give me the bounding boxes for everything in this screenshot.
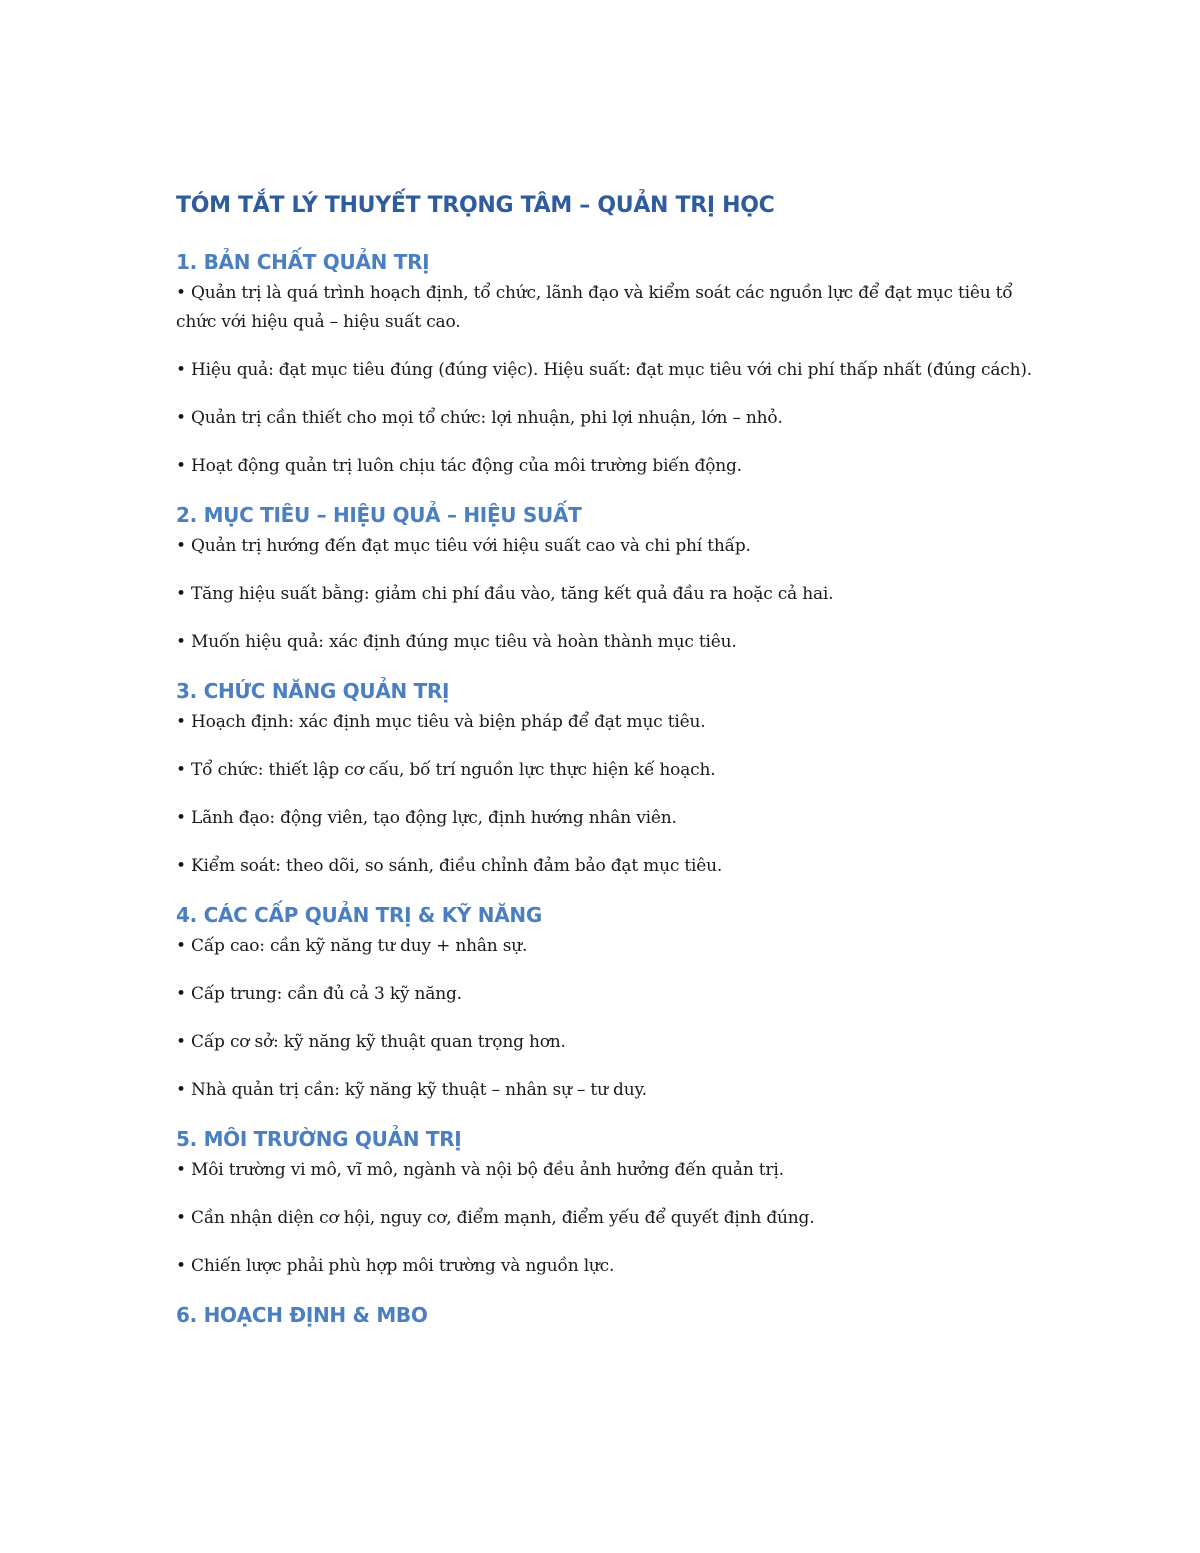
section-3 bbox=[176, 676, 1036, 881]
bullet-item: • Hiệu quả: đạt mục tiêu đúng (đúng việc). Hiệu suất: đạt mục tiêu với chi phí thấp nhất (đúng cách). bbox=[176, 360, 1032, 380]
section-4 bbox=[176, 900, 1036, 1105]
section-5 bbox=[176, 1124, 1036, 1281]
section-heading: 4. CÁC CẤP QUẢN TRỊ & KỸ NĂNG bbox=[176, 903, 542, 927]
document-title: TÓM TẮT LÝ THUYẾT TRỌNG TÂM – QUẢN TRỊ HỌC bbox=[176, 193, 775, 218]
bullet-item: • Lãnh đạo: động viên, tạo động lực, định hướng nhân viên. bbox=[176, 808, 677, 828]
bullet-item: • Chiến lược phải phù hợp môi trường và nguồn lực. bbox=[176, 1256, 615, 1276]
section-6 bbox=[176, 1300, 1036, 1330]
bullet-item: • Quản trị cần thiết cho mọi tổ chức: lợi nhuận, phi lợi nhuận, lớn – nhỏ. bbox=[176, 408, 783, 428]
bullet-item: • Hoạt động quản trị luôn chịu tác động của môi trường biến động. bbox=[176, 456, 742, 476]
section-heading: 2. MỤC TIÊU – HIỆU QUẢ – HIỆU SUẤT bbox=[176, 503, 582, 527]
section-1 bbox=[176, 247, 1036, 481]
bullet-item: • Kiểm soát: theo dõi, so sánh, điều chỉnh đảm bảo đạt mục tiêu. bbox=[176, 856, 723, 876]
document-page bbox=[176, 190, 1036, 1336]
bullet-item: • Nhà quản trị cần: kỹ năng kỹ thuật – nhân sự – tư duy. bbox=[176, 1080, 647, 1100]
section-heading: 6. HOẠCH ĐỊNH & MBO bbox=[176, 1303, 428, 1327]
section-heading: 3. CHỨC NĂNG QUẢN TRỊ bbox=[176, 679, 450, 703]
bullet-item: • Quản trị hướng đến đạt mục tiêu với hiệu suất cao và chi phí thấp. bbox=[176, 536, 751, 556]
bullet-item: • Muốn hiệu quả: xác định đúng mục tiêu và hoàn thành mục tiêu. bbox=[176, 632, 737, 652]
section-heading: 1. BẢN CHẤT QUẢN TRỊ bbox=[176, 250, 430, 274]
bullet-item: • Môi trường vi mô, vĩ mô, ngành và nội bộ đều ảnh hưởng đến quản trị. bbox=[176, 1160, 784, 1180]
section-heading: 5. MÔI TRƯỜNG QUẢN TRỊ bbox=[176, 1127, 462, 1151]
bullet-item: • Cần nhận diện cơ hội, nguy cơ, điểm mạnh, điểm yếu để quyết định đúng. bbox=[176, 1208, 815, 1228]
section-2 bbox=[176, 500, 1036, 657]
bullet-item: • Cấp cơ sở: kỹ năng kỹ thuật quan trọng hơn. bbox=[176, 1032, 566, 1052]
bullet-item: • Hoạch định: xác định mục tiêu và biện pháp để đạt mục tiêu. bbox=[176, 712, 706, 732]
bullet-item: • Cấp cao: cần kỹ năng tư duy + nhân sự. bbox=[176, 936, 528, 956]
bullet-item: • Quản trị là quá trình hoạch định, tổ chức, lãnh đạo và kiểm soát các nguồn lực để đạt mục tiêu tổ chức với hiệu quả – hiệu suất cao. bbox=[176, 283, 1013, 332]
bullet-item: • Cấp trung: cần đủ cả 3 kỹ năng. bbox=[176, 984, 462, 1004]
bullet-item: • Tăng hiệu suất bằng: giảm chi phí đầu vào, tăng kết quả đầu ra hoặc cả hai. bbox=[176, 584, 834, 604]
bullet-item: • Tổ chức: thiết lập cơ cấu, bố trí nguồn lực thực hiện kế hoạch. bbox=[176, 760, 716, 780]
